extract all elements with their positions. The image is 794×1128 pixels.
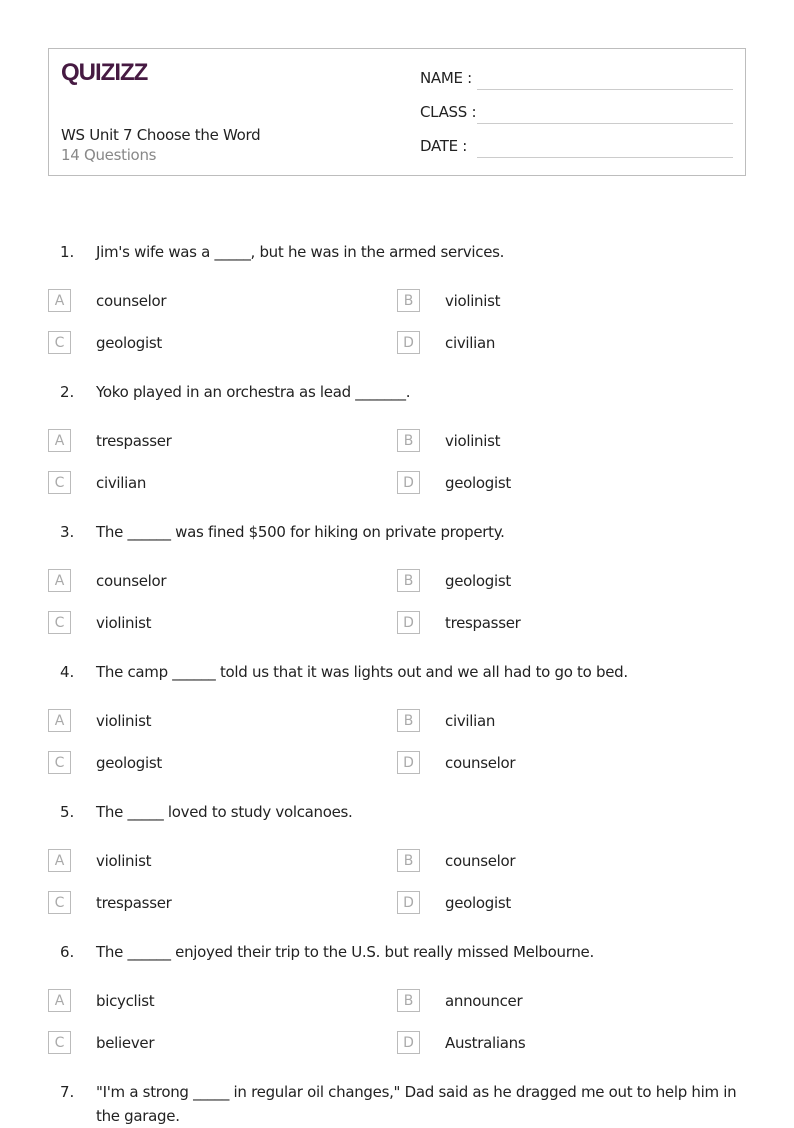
option-letter-box[interactable]: D (397, 891, 420, 914)
question-count: 14 Questions (61, 146, 157, 164)
name-line[interactable] (477, 89, 733, 90)
option-letter-box[interactable]: B (397, 849, 420, 872)
date-line[interactable] (477, 157, 733, 158)
option-text: bicyclist (96, 991, 155, 1010)
option-a[interactable] (48, 989, 155, 1012)
option-letter-box[interactable]: C (48, 471, 71, 494)
worksheet-title: WS Unit 7 Choose the Word (61, 126, 261, 144)
date-label: DATE : (420, 137, 468, 155)
option-a[interactable] (48, 429, 172, 452)
option-c[interactable] (48, 331, 162, 354)
option-letter-box[interactable]: A (48, 849, 71, 872)
option-text: geologist (445, 571, 511, 590)
option-a[interactable] (48, 289, 167, 312)
option-letter-box[interactable]: D (397, 611, 420, 634)
class-label: CLASS : (420, 103, 477, 121)
option-text: announcer (445, 991, 523, 1010)
option-c[interactable] (48, 1031, 155, 1054)
option-letter-box[interactable]: D (397, 1031, 420, 1054)
name-label: NAME : (420, 69, 472, 87)
option-text: counselor (96, 571, 167, 590)
option-b[interactable] (397, 849, 516, 872)
option-b[interactable] (397, 289, 501, 312)
option-a[interactable] (48, 709, 152, 732)
option-a[interactable] (48, 569, 167, 592)
option-text: geologist (96, 333, 162, 352)
option-text: violinist (96, 851, 152, 870)
question-number: 7. (60, 1083, 75, 1101)
option-c[interactable] (48, 471, 147, 494)
quizizz-logo: QUIZIZZ (61, 59, 148, 86)
option-c[interactable] (48, 611, 152, 634)
option-d[interactable] (397, 331, 496, 354)
option-c[interactable] (48, 751, 162, 774)
question-text: "I'm a strong _____ in regular oil changes," Dad said as he dragged me out to help him in the garage. (96, 1083, 737, 1125)
question-text: The camp ______ told us that it was lights out and we all had to go to bed. (96, 663, 628, 681)
option-letter-box[interactable]: D (397, 471, 420, 494)
option-b[interactable] (397, 989, 523, 1012)
question-text: The _____ loved to study volcanoes. (96, 803, 353, 821)
option-text: civilian (96, 473, 147, 492)
option-letter-box[interactable]: A (48, 989, 71, 1012)
question-number: 1. (60, 243, 75, 261)
option-b[interactable] (397, 709, 496, 732)
option-text: Australians (445, 1033, 526, 1052)
option-letter-box[interactable]: C (48, 331, 71, 354)
question-number: 2. (60, 383, 75, 401)
option-letter-box[interactable]: B (397, 989, 420, 1012)
option-letter-box[interactable]: C (48, 611, 71, 634)
option-text: violinist (445, 291, 501, 310)
question-text: Jim's wife was a _____, but he was in the armed services. (96, 243, 505, 261)
option-letter-box[interactable]: A (48, 429, 71, 452)
option-text: counselor (96, 291, 167, 310)
question-text: Yoko played in an orchestra as lead _______. (96, 383, 411, 401)
option-letter-box[interactable]: C (48, 751, 71, 774)
question-number: 5. (60, 803, 75, 821)
option-letter-box[interactable]: D (397, 331, 420, 354)
option-text: geologist (445, 893, 511, 912)
option-a[interactable] (48, 849, 152, 872)
option-letter-box[interactable]: A (48, 289, 71, 312)
question-text: The ______ was fined $500 for hiking on private property. (96, 523, 505, 541)
worksheet-header (48, 48, 746, 176)
option-text: trespasser (445, 613, 521, 632)
option-text: violinist (96, 613, 152, 632)
option-letter-box[interactable]: A (48, 709, 71, 732)
option-letter-box[interactable]: B (397, 709, 420, 732)
option-text: trespasser (96, 893, 172, 912)
option-text: trespasser (96, 431, 172, 450)
option-d[interactable] (397, 611, 521, 634)
option-b[interactable] (397, 429, 501, 452)
option-letter-box[interactable]: C (48, 891, 71, 914)
option-text: civilian (445, 333, 496, 352)
question-number: 6. (60, 943, 75, 961)
option-letter-box[interactable]: A (48, 569, 71, 592)
option-letter-box[interactable]: B (397, 569, 420, 592)
class-line[interactable] (477, 123, 733, 124)
option-d[interactable] (397, 471, 511, 494)
option-letter-box[interactable]: C (48, 1031, 71, 1054)
option-text: geologist (445, 473, 511, 492)
option-text: violinist (96, 711, 152, 730)
option-text: counselor (445, 753, 516, 772)
option-text: civilian (445, 711, 496, 730)
question-text: The ______ enjoyed their trip to the U.S. but really missed Melbourne. (96, 943, 594, 961)
date-field[interactable] (420, 137, 467, 155)
class-field[interactable] (420, 103, 476, 121)
question-number: 3. (60, 523, 75, 541)
option-c[interactable] (48, 891, 172, 914)
name-field[interactable] (420, 69, 472, 87)
option-text: counselor (445, 851, 516, 870)
option-d[interactable] (397, 891, 511, 914)
option-letter-box[interactable]: D (397, 751, 420, 774)
option-text: believer (96, 1033, 155, 1052)
option-text: violinist (445, 431, 501, 450)
question-number: 4. (60, 663, 75, 681)
option-letter-box[interactable]: B (397, 289, 420, 312)
option-d[interactable] (397, 751, 516, 774)
option-letter-box[interactable]: B (397, 429, 420, 452)
option-d[interactable] (397, 1031, 526, 1054)
option-b[interactable] (397, 569, 511, 592)
option-text: geologist (96, 753, 162, 772)
